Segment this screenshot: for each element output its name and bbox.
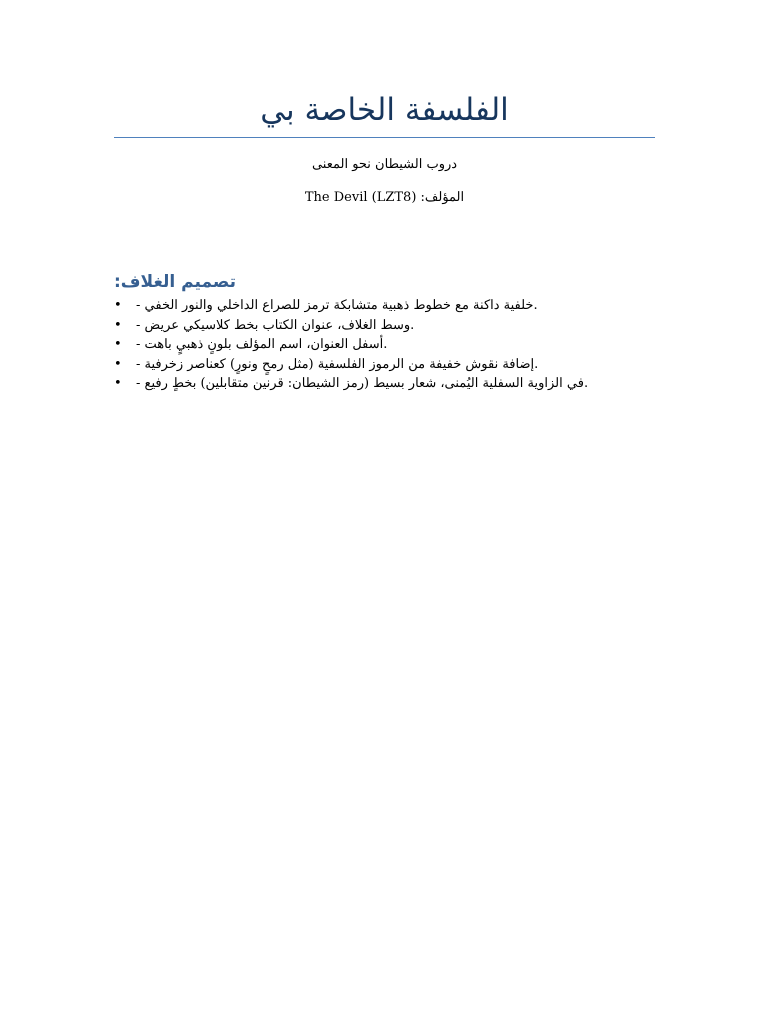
list-item	[114, 335, 674, 355]
bullet-marker: •	[114, 356, 122, 372]
bullet-marker: •	[114, 376, 122, 391]
document-title: الفلسفة الخاصة بي	[260, 92, 509, 128]
list-item-text: - في الزاوية السفلية اليُمنى، شعار بسيط (رمز الشيطان: قرنين متقابلين) بخطٍ رفيع.	[136, 376, 589, 391]
list-item-text: - إضافة نقوش خفيفة من الرموز الفلسفية (مثل رمحٍ ونورٍ) كعناصر زخرفية.	[136, 356, 539, 372]
list-item	[114, 374, 674, 394]
cover-design-list	[114, 296, 674, 394]
bullet-marker: •	[114, 337, 122, 352]
document-subtitle: دروب الشيطان نحو المعنى	[311, 157, 458, 172]
bullet-marker: •	[114, 298, 122, 313]
list-item	[114, 355, 674, 375]
bullet-marker: •	[114, 317, 122, 333]
list-item	[114, 296, 674, 316]
list-item-text: - وسط الغلاف، عنوان الكتاب بخط كلاسيكي عريض.	[136, 317, 415, 333]
author-line: المؤلف: The Devil (LZT8)	[304, 190, 465, 205]
list-item-text: - خلفية داكنة مع خطوط ذهبية متشابكة ترمز للصراع الداخلي والنور الخفي.	[136, 298, 538, 313]
list-item	[114, 316, 674, 336]
list-item-text: - أسفل العنوان، اسم المؤلف بلونٍ ذهبيٍ باهت.	[136, 337, 388, 352]
section-heading-cover-design: تصميم الغلاف:	[114, 272, 236, 292]
title-underline	[114, 137, 655, 138]
